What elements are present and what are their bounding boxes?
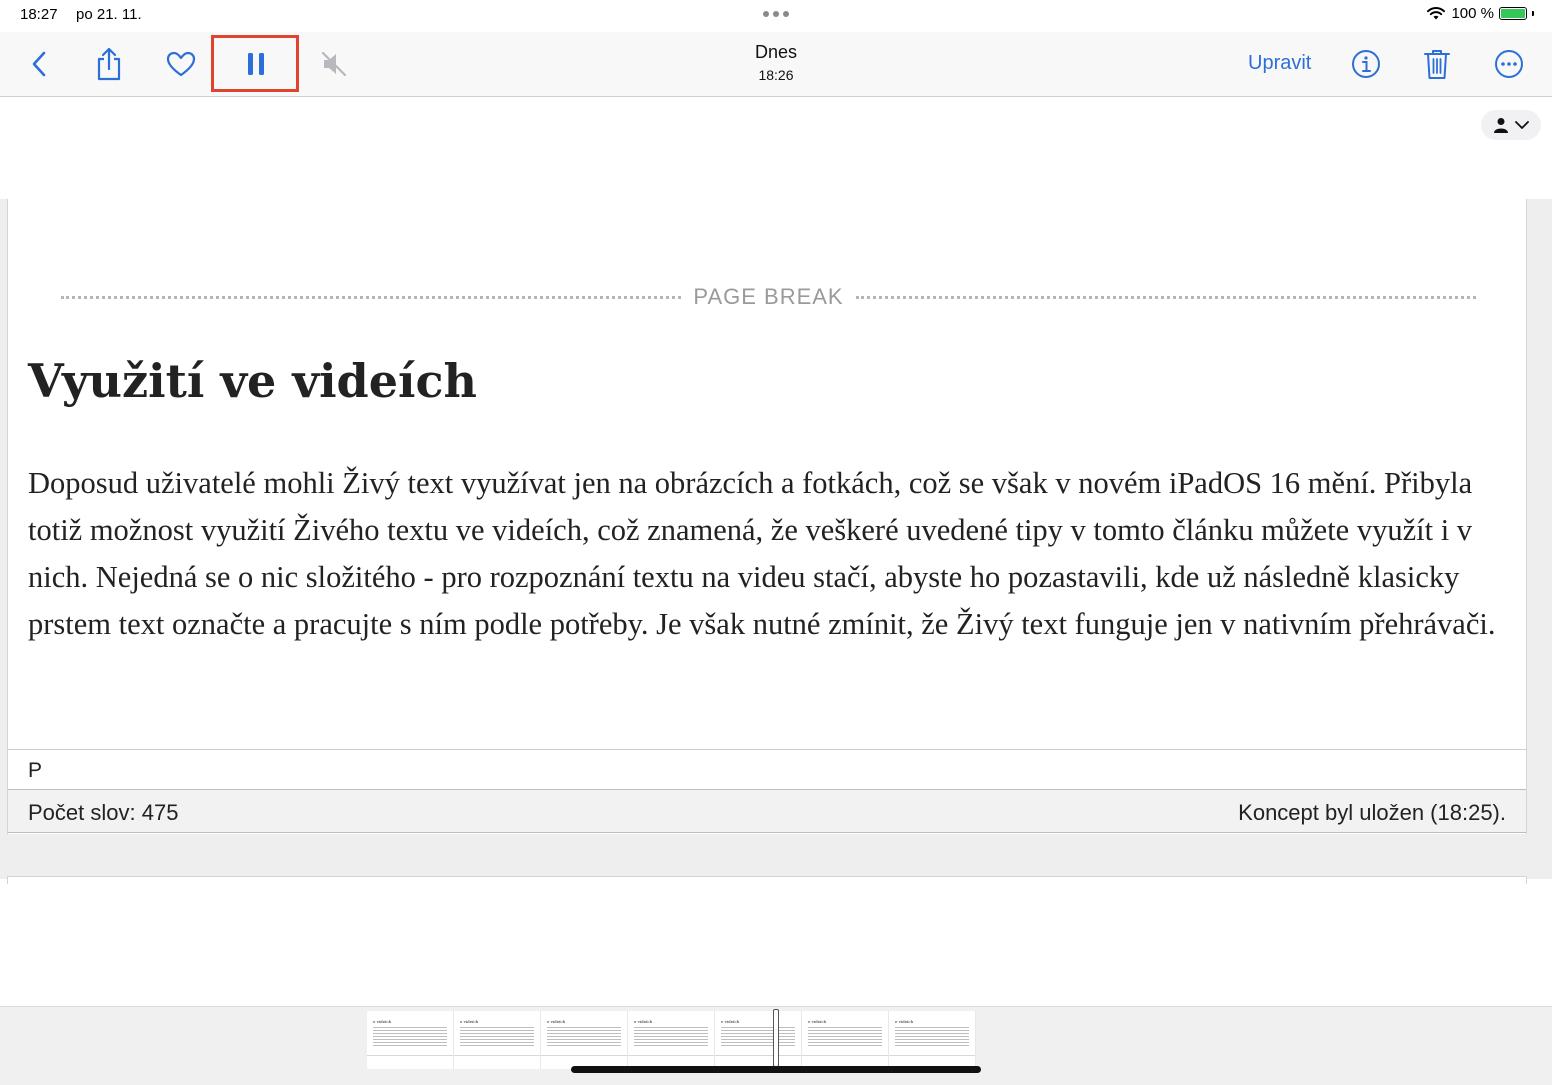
info-button[interactable] bbox=[1348, 46, 1384, 82]
thumbnail bbox=[889, 1011, 976, 1069]
title-text: Dnes bbox=[754, 42, 798, 62]
toolbar-title bbox=[676, 42, 876, 83]
thumbnail bbox=[628, 1011, 715, 1069]
speaker-muted-icon bbox=[320, 50, 348, 78]
thumbnail bbox=[367, 1011, 454, 1069]
document-paragraph[interactable]: Doposud uživatelé mohli Živý text využívat jen na obrázcích a fotkách, což se však v novém iPadOS 16 mění. Přibyla totiž možnost využití Živého textu ve videích, což znamená, že veškeré uvedené tipy v tomto článku můžete využít i v nich. Nejedná se o nic složitého - pro rozpoznání textu na videu stačí, abyste ho pozastavili, kde už následně klasicky prstem text označte a pracujte s ním podle potřeby. Je však nutné zmínit, že Živý text funguje jen v nativním přehrávači. bbox=[28, 466, 1496, 641]
thumbnail-title: e videích bbox=[460, 1019, 479, 1024]
pause-highlight-annotation bbox=[211, 35, 299, 92]
mute-button[interactable] bbox=[316, 46, 352, 82]
toolbar bbox=[0, 32, 1552, 97]
battery-cap bbox=[1532, 11, 1534, 16]
chevron-down-icon bbox=[1515, 120, 1529, 130]
battery-percentage: 100 % bbox=[1451, 5, 1494, 22]
draft-saved-status: Koncept byl uložen (18:25). bbox=[1238, 800, 1506, 825]
wifi-icon bbox=[1426, 6, 1446, 21]
word-count: Počet slov: 475 bbox=[28, 800, 179, 825]
multitasking-dots-icon[interactable] bbox=[760, 4, 792, 24]
user-menu-button[interactable] bbox=[1481, 110, 1541, 140]
more-icon bbox=[1494, 49, 1524, 79]
back-button[interactable] bbox=[22, 46, 58, 82]
back-chevron-icon bbox=[30, 50, 50, 78]
element-path[interactable]: P bbox=[28, 759, 43, 782]
share-icon bbox=[94, 47, 124, 81]
title-time: 18:26 bbox=[758, 67, 794, 83]
video-scrubber[interactable] bbox=[0, 1006, 1552, 1085]
element-path-bar bbox=[8, 749, 1526, 790]
info-icon bbox=[1351, 49, 1381, 79]
status-bar bbox=[0, 0, 1552, 32]
document-heading[interactable]: Využití ve videích bbox=[28, 354, 477, 408]
favorite-button[interactable] bbox=[163, 46, 199, 82]
trash-icon bbox=[1423, 48, 1451, 80]
page-break-line-right bbox=[856, 296, 1476, 299]
next-document-page bbox=[7, 876, 1527, 884]
battery-icon bbox=[1499, 7, 1527, 20]
more-button[interactable] bbox=[1491, 46, 1527, 82]
status-time: 18:27 bbox=[20, 6, 58, 23]
delete-button[interactable] bbox=[1419, 46, 1455, 82]
edit-button[interactable]: Upravit bbox=[1248, 52, 1312, 74]
page-break bbox=[61, 285, 1476, 309]
thumbnail-title: e videích bbox=[721, 1019, 740, 1024]
page-break-label: PAGE BREAK bbox=[693, 284, 844, 309]
thumbnail bbox=[541, 1011, 628, 1069]
document-page[interactable] bbox=[7, 199, 1527, 834]
thumbnail bbox=[454, 1011, 541, 1069]
heart-icon bbox=[165, 50, 197, 78]
thumbnail bbox=[715, 1011, 802, 1069]
editor-status-bar bbox=[8, 789, 1526, 833]
thumbnail-title: e videích bbox=[634, 1019, 653, 1024]
page-break-line-left bbox=[61, 296, 681, 299]
status-indicators bbox=[1426, 5, 1534, 22]
home-indicator[interactable] bbox=[571, 1066, 981, 1073]
thumbnail-title: e videích bbox=[895, 1019, 914, 1024]
share-button[interactable] bbox=[91, 46, 127, 82]
scrubber-thumbnails[interactable] bbox=[367, 1011, 977, 1069]
person-icon bbox=[1493, 117, 1509, 133]
scrubber-playhead[interactable] bbox=[773, 1009, 779, 1067]
status-date: po 21. 11. bbox=[76, 6, 142, 23]
thumbnail bbox=[802, 1011, 889, 1069]
thumbnail-title: e videích bbox=[808, 1019, 827, 1024]
thumbnail-title: e videích bbox=[373, 1019, 392, 1024]
thumbnail-title: e videích bbox=[547, 1019, 566, 1024]
